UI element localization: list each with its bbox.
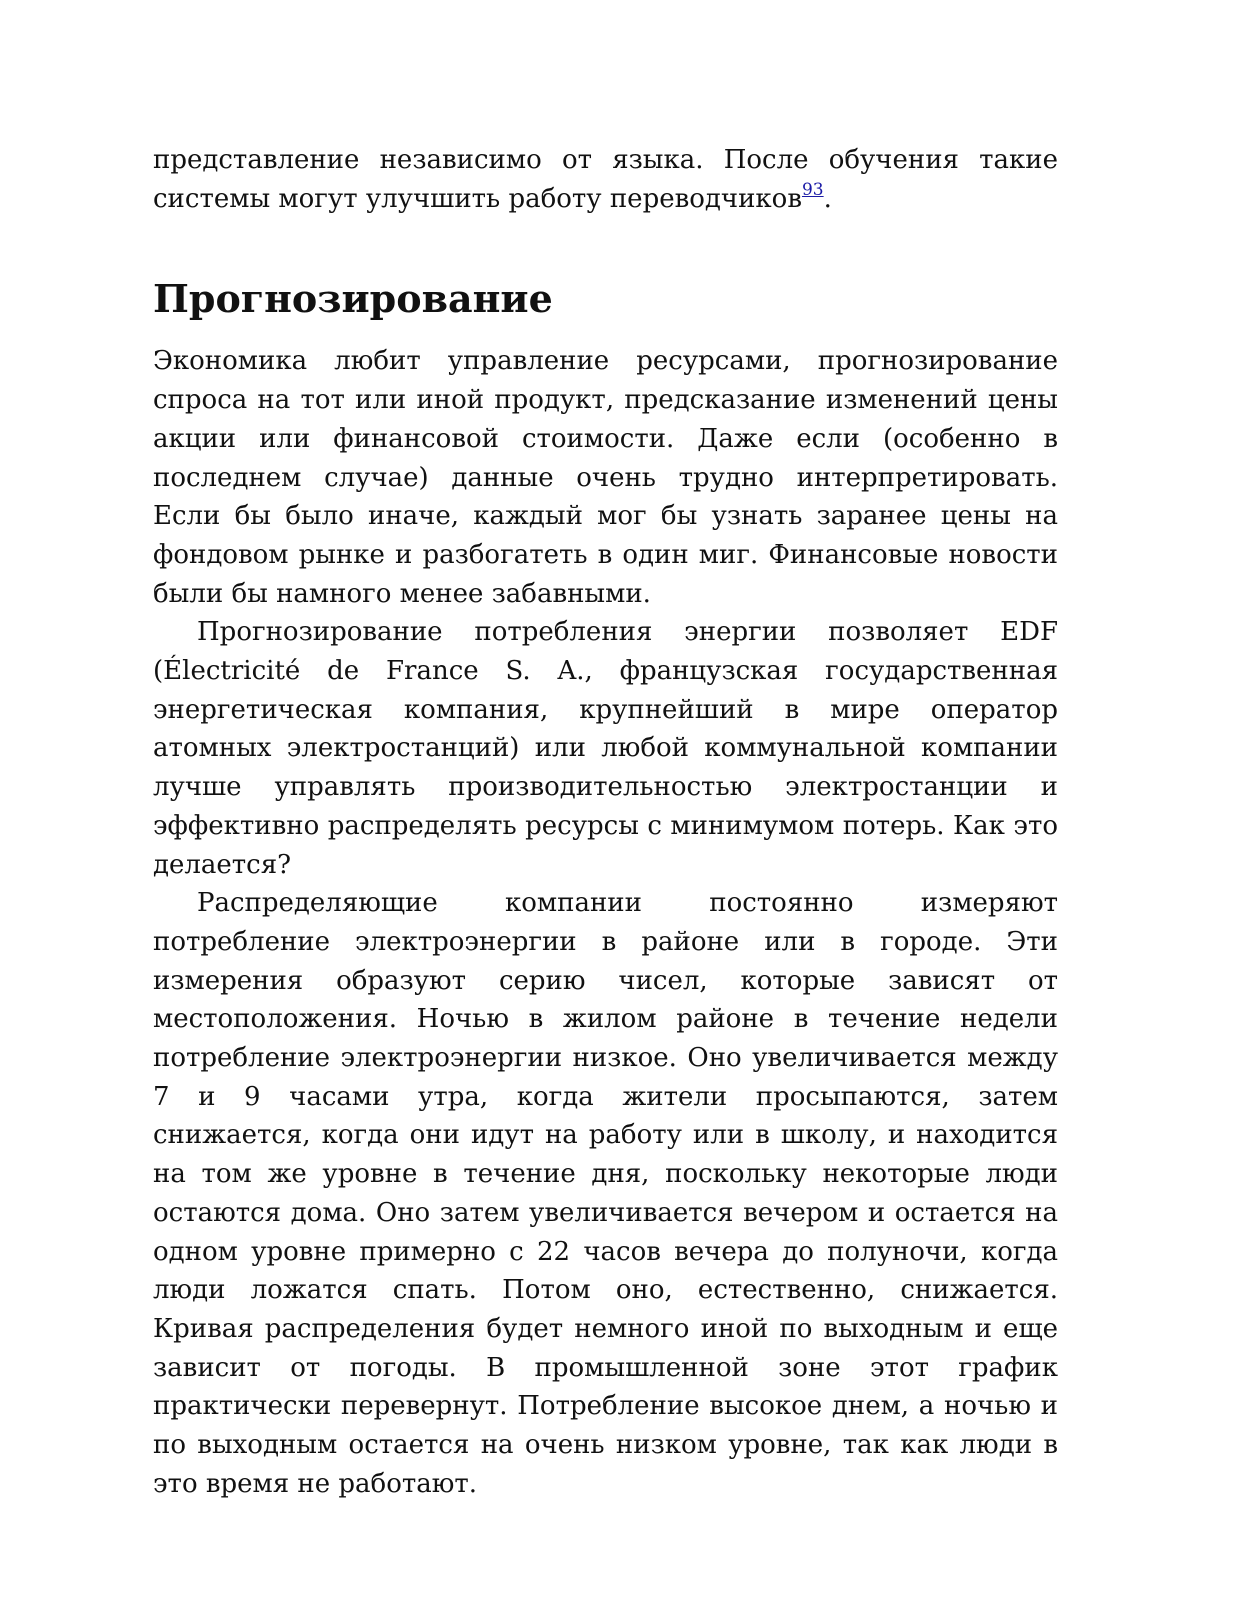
section-heading: Прогнозирование xyxy=(153,276,553,322)
footnote-link[interactable]: 93 xyxy=(801,179,824,200)
page-content xyxy=(153,141,1058,1504)
intro-paragraph-end: . xyxy=(823,183,832,214)
body-paragraph-1: Экономика любит управление ресурсами, прогнозирование спроса на тот или иной продукт, предсказание изменений цены акции или финансовой стоимости. Даже если (особенно в последнем случае) данные очень трудно интерпретировать. Если бы было иначе, каждый мог бы узнать заранее цены на фондовом рынке и разбогатеть в один миг. Финансовые новости были бы намного менее забавными. xyxy=(153,346,1058,609)
intro-paragraph xyxy=(153,141,1058,218)
body-paragraph-2: Прогнозирование потребления энергии позволяет EDF (Électricité de France S. A., французская государственная энергетическая компания, крупнейший в мире оператор атомных электростанций) или любой коммунальной компании лучше управлять производительностью электростанции и эффективно распределять ресурсы с минимумом потерь. Как это делается? xyxy=(153,617,1058,880)
body-paragraph-3: Распределяющие компании постоянно измеряют потребление электроэнергии в районе или в городе. Эти измерения образуют серию чисел, которые зависят от местоположения. Ночью в жилом районе в течение недели потребление электроэнергии низкое. Оно увеличивается между 7 и 9 часами утра, когда жители просыпаются, затем снижается, когда они идут на работу или в школу, и находится на том же уровне в течение дня, поскольку некоторые люди остаются дома. Оно затем увеличивается вечером и остается на одном уровне примерно с 22 часов вечера до полуночи, когда люди ложатся спать. Потом оно, естественно, снижается. Кривая распределения будет немного иной по выходным и еще зависит от погоды. В промышленной зоне этот график практически перевернут. Потребление высокое днем, а ночью и по выходным остается на очень низком уровне, так как люди в это время не работают. xyxy=(153,888,1058,1499)
intro-paragraph-text: представление независимо от языка. После обучения такие системы могут улучшить работу переводчиков xyxy=(153,145,1058,214)
footnote-ref[interactable] xyxy=(802,180,824,200)
